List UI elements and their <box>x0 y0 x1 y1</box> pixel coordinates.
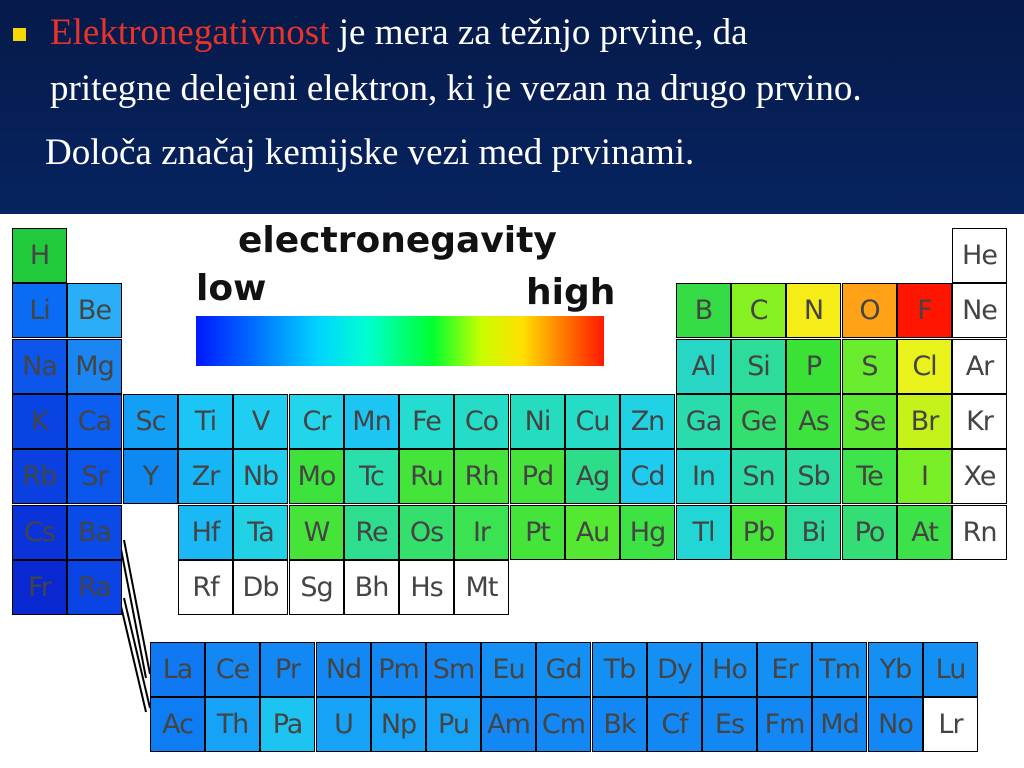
element-cell-p: P <box>786 339 841 394</box>
element-cell-se: Se <box>842 394 897 449</box>
text-line-1 <box>50 14 748 51</box>
element-cell-pd: Pd <box>510 449 565 504</box>
element-cell-in: In <box>676 449 731 504</box>
element-cell-pr: Pr <box>260 642 315 697</box>
element-cell-pt: Pt <box>510 505 565 560</box>
element-cell-co: Co <box>454 394 509 449</box>
element-cell-ni: Ni <box>510 394 565 449</box>
element-cell-cl: Cl <box>897 339 952 394</box>
element-cell-u: U <box>316 697 371 752</box>
element-cell-cd: Cd <box>620 449 675 504</box>
element-cell-lu: Lu <box>923 642 978 697</box>
element-cell-mt: Mt <box>454 560 509 615</box>
element-cell-v: V <box>233 394 288 449</box>
element-cell-rn: Rn <box>952 505 1007 560</box>
element-cell-th: Th <box>205 697 260 752</box>
element-cell-er: Er <box>757 642 812 697</box>
element-cell-mg: Mg <box>67 339 122 394</box>
element-cell-be: Be <box>67 283 122 338</box>
element-cell-ru: Ru <box>399 449 454 504</box>
element-cell-o: O <box>842 283 897 338</box>
element-cell-ne: Ne <box>952 283 1007 338</box>
element-cell-sb: Sb <box>786 449 841 504</box>
element-cell-la: La <box>150 642 205 697</box>
figure-title: electronegavity <box>238 220 557 261</box>
element-cell-ag: Ag <box>565 449 620 504</box>
element-cell-ir: Ir <box>454 505 509 560</box>
element-cell-yb: Yb <box>868 642 923 697</box>
element-cell-c: C <box>731 283 786 338</box>
element-cell-nb: Nb <box>233 449 288 504</box>
element-cell-mn: Mn <box>344 394 399 449</box>
element-cell-as: As <box>786 394 841 449</box>
element-cell-rh: Rh <box>454 449 509 504</box>
element-cell-ga: Ga <box>676 394 731 449</box>
element-cell-eu: Eu <box>481 642 536 697</box>
element-cell-rb: Rb <box>12 449 67 504</box>
element-cell-i: I <box>897 449 952 504</box>
scale-high-label: high <box>526 272 616 313</box>
element-cell-bk: Bk <box>592 697 647 752</box>
element-cell-sc: Sc <box>123 394 178 449</box>
element-cell-b: B <box>676 283 731 338</box>
element-cell-ho: Ho <box>702 642 757 697</box>
element-cell-sr: Sr <box>67 449 122 504</box>
element-cell-he: He <box>952 228 1007 283</box>
element-cell-tl: Tl <box>676 505 731 560</box>
element-cell-zn: Zn <box>620 394 675 449</box>
element-cell-si: Si <box>731 339 786 394</box>
element-cell-np: Np <box>371 697 426 752</box>
periodic-table-figure <box>0 214 1024 768</box>
element-cell-li: Li <box>12 283 67 338</box>
element-cell-cu: Cu <box>565 394 620 449</box>
element-cell-xe: Xe <box>952 449 1007 504</box>
element-cell-re: Re <box>344 505 399 560</box>
element-cell-es: Es <box>702 697 757 752</box>
element-cell-tc: Tc <box>344 449 399 504</box>
element-cell-fe: Fe <box>399 394 454 449</box>
element-cell-rf: Rf <box>178 560 233 615</box>
element-cell-tm: Tm <box>812 642 867 697</box>
element-cell-te: Te <box>842 449 897 504</box>
element-cell-mo: Mo <box>289 449 344 504</box>
element-cell-po: Po <box>842 505 897 560</box>
element-cell-br: Br <box>897 394 952 449</box>
element-cell-db: Db <box>233 560 288 615</box>
element-cell-lr: Lr <box>923 697 978 752</box>
text-line-3: Določa značaj kemijske vezi med prvinami. <box>45 132 695 173</box>
element-cell-no: No <box>868 697 923 752</box>
element-cell-kr: Kr <box>952 394 1007 449</box>
element-cell-hf: Hf <box>178 505 233 560</box>
element-cell-s: S <box>842 339 897 394</box>
element-cell-y: Y <box>123 449 178 504</box>
element-cell-ba: Ba <box>67 505 122 560</box>
line-1-rest: je mera za težnjo prvine, da <box>329 12 748 53</box>
element-cell-os: Os <box>399 505 454 560</box>
element-cell-tb: Tb <box>592 642 647 697</box>
text-line-2: pritegne delejeni elektron, ki je vezan na drugo prvino. <box>50 68 862 109</box>
element-cell-pa: Pa <box>260 697 315 752</box>
element-cell-pu: Pu <box>426 697 481 752</box>
element-cell-n: N <box>786 283 841 338</box>
element-cell-ti: Ti <box>178 394 233 449</box>
element-cell-bh: Bh <box>344 560 399 615</box>
element-cell-fm: Fm <box>757 697 812 752</box>
scale-low-label: low <box>196 268 267 309</box>
element-cell-au: Au <box>565 505 620 560</box>
element-cell-k: K <box>12 394 67 449</box>
element-cell-ta: Ta <box>233 505 288 560</box>
element-cell-w: W <box>289 505 344 560</box>
element-cell-md: Md <box>812 697 867 752</box>
element-cell-hg: Hg <box>620 505 675 560</box>
element-cell-nd: Nd <box>316 642 371 697</box>
element-cell-sn: Sn <box>731 449 786 504</box>
element-cell-ca: Ca <box>67 394 122 449</box>
element-cell-zr: Zr <box>178 449 233 504</box>
element-cell-ar: Ar <box>952 339 1007 394</box>
element-cell-f: F <box>897 283 952 338</box>
element-cell-fr: Fr <box>12 560 67 615</box>
element-cell-cf: Cf <box>647 697 702 752</box>
element-cell-bi: Bi <box>786 505 841 560</box>
highlighted-term: Elektronegativnost <box>50 12 330 53</box>
color-scale-bar <box>196 316 604 366</box>
element-cell-na: Na <box>12 339 67 394</box>
element-cell-ac: Ac <box>150 697 205 752</box>
element-cell-sg: Sg <box>289 560 344 615</box>
element-cell-gd: Gd <box>536 642 591 697</box>
element-cell-at: At <box>897 505 952 560</box>
element-cell-sm: Sm <box>426 642 481 697</box>
element-cell-ce: Ce <box>205 642 260 697</box>
element-cell-cs: Cs <box>12 505 67 560</box>
element-cell-cr: Cr <box>289 394 344 449</box>
element-cell-h: H <box>12 228 67 283</box>
element-cell-ra: Ra <box>67 560 122 615</box>
element-cell-al: Al <box>676 339 731 394</box>
element-cell-am: Am <box>481 697 536 752</box>
element-cell-ge: Ge <box>731 394 786 449</box>
element-cell-cm: Cm <box>536 697 591 752</box>
element-cell-pm: Pm <box>371 642 426 697</box>
bullet-icon <box>13 28 26 41</box>
element-cell-pb: Pb <box>731 505 786 560</box>
element-cell-dy: Dy <box>647 642 702 697</box>
element-cell-hs: Hs <box>399 560 454 615</box>
